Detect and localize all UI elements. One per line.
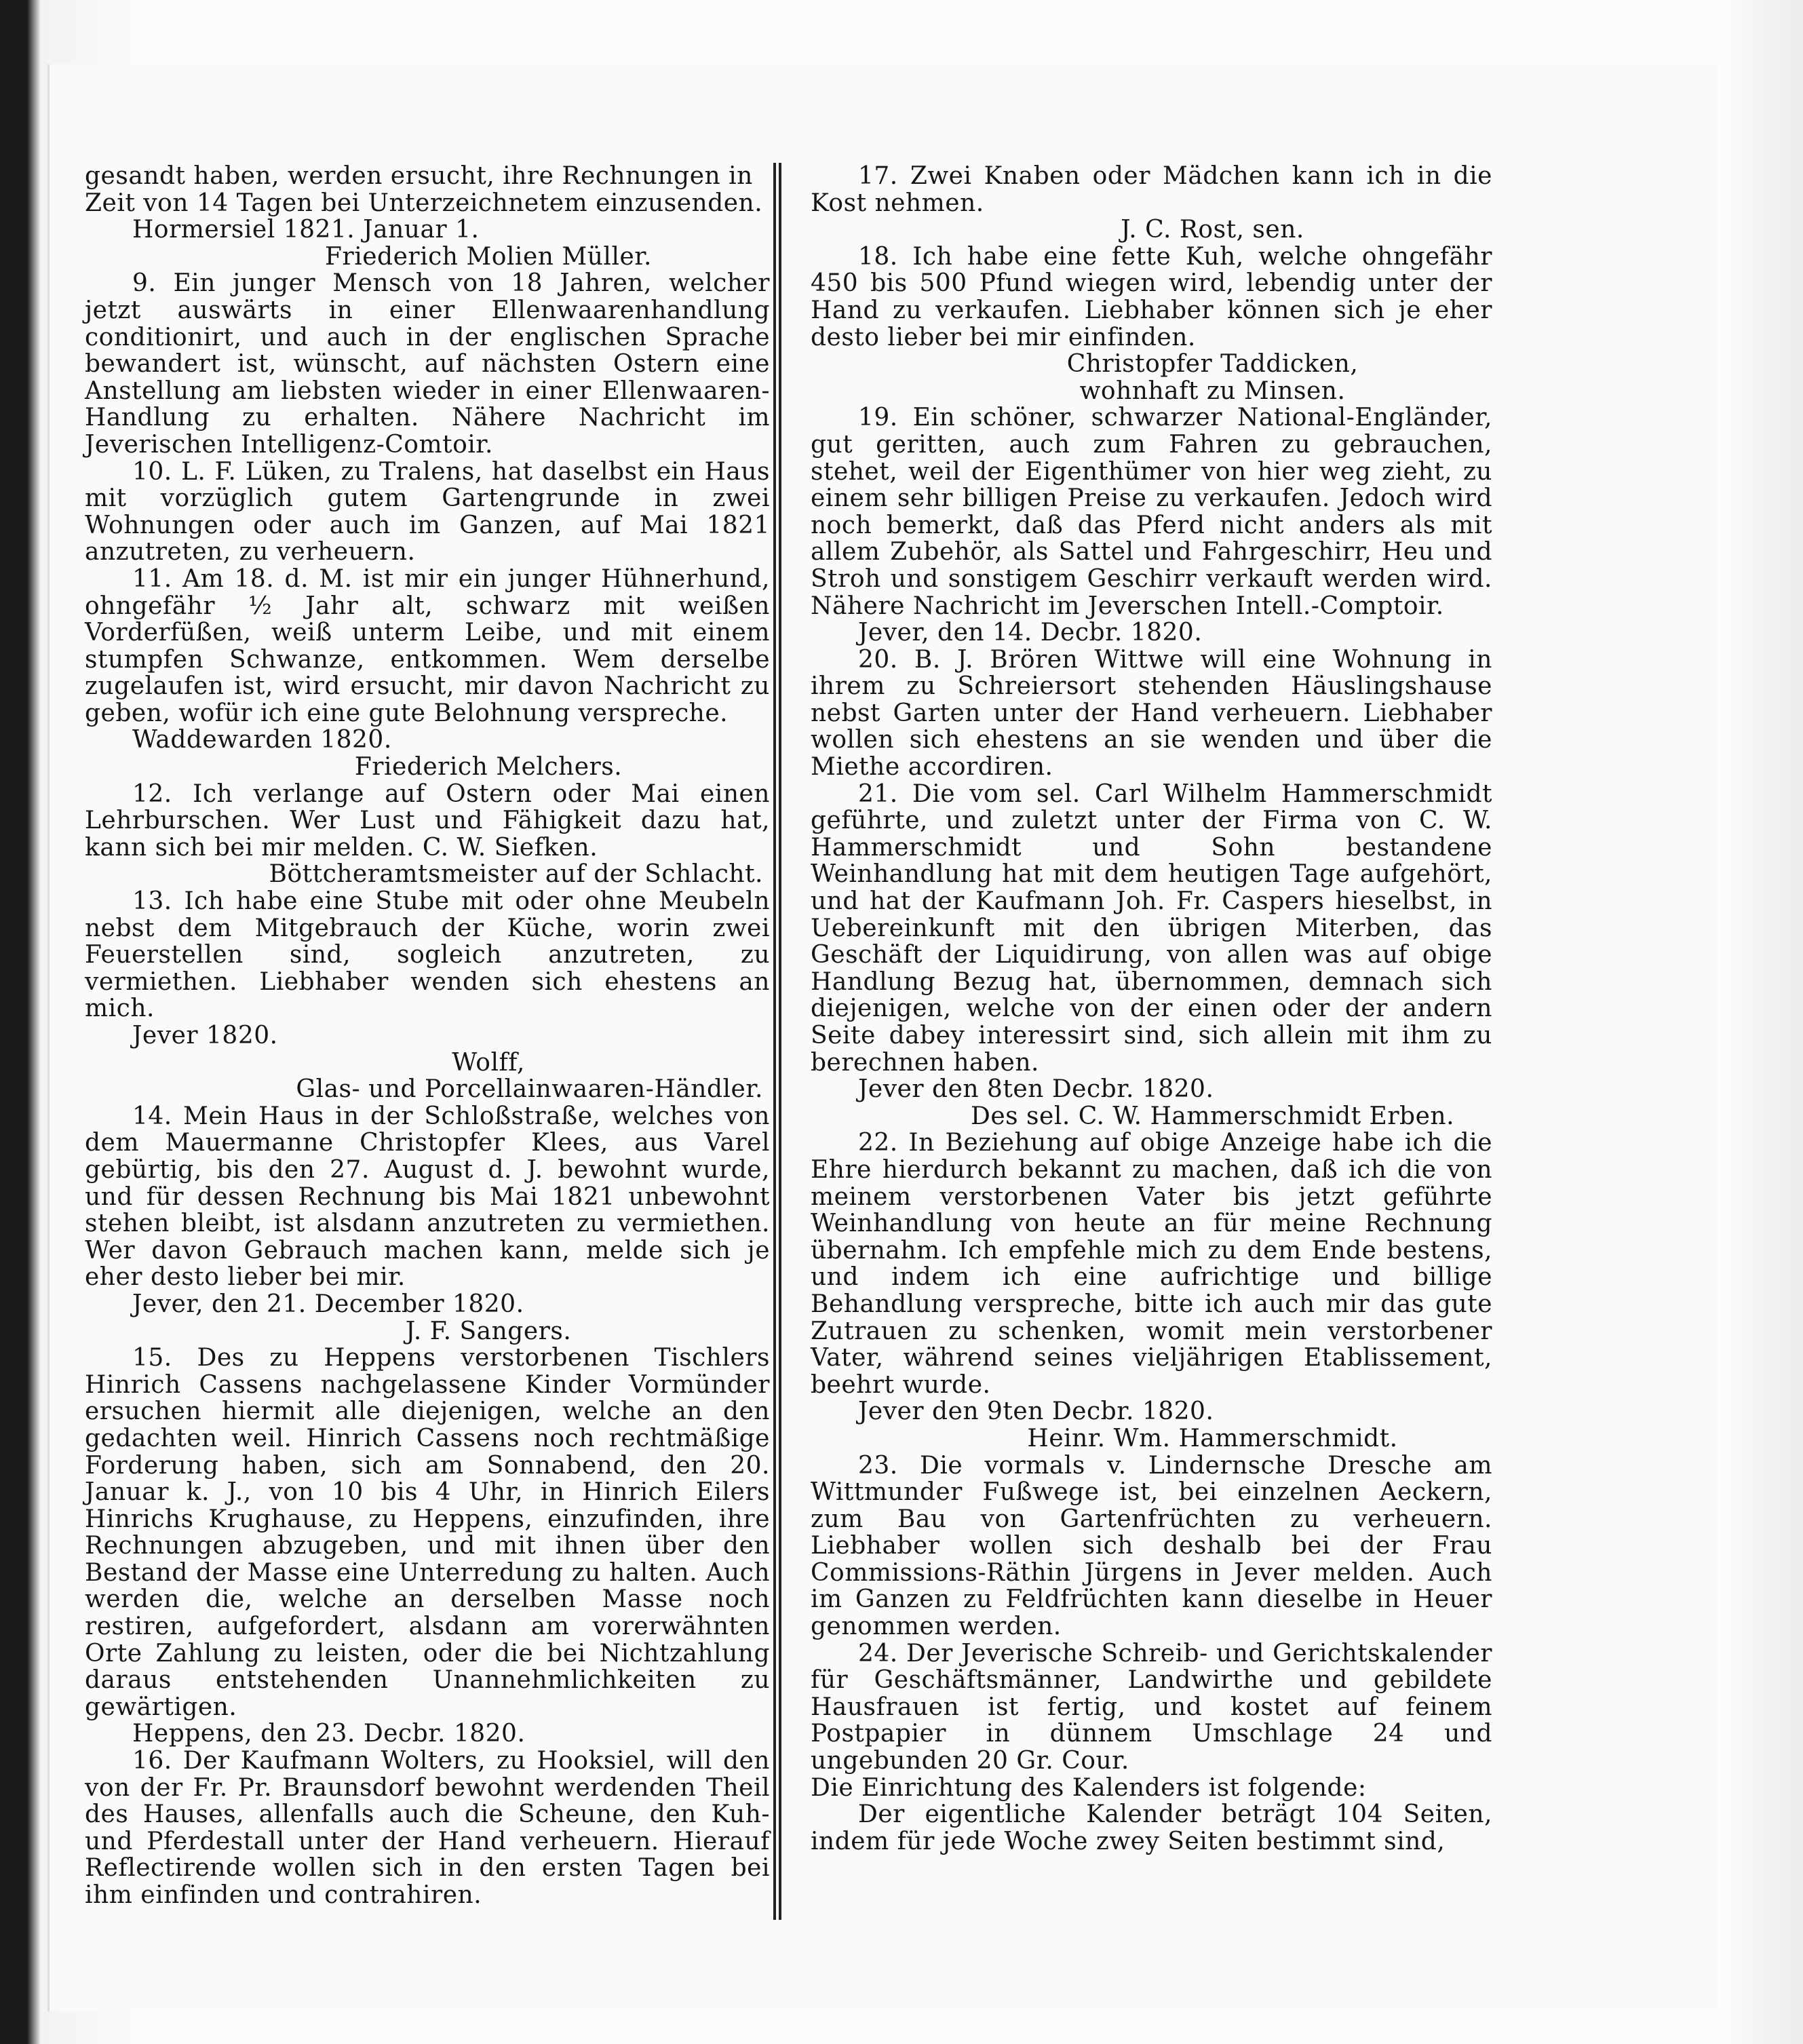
left-paragraph: 12. Ich verlange auf Ostern oder Mai einen Lehrburschen. Wer Lust und Fähigkeit dazu hat, kann sich bei mir melden. C. W. Siefken.: [85, 779, 770, 862]
left-paragraph: 15. Des zu Heppens verstorbenen Tischlers Hinrich Cassens nachgelassene Kinder Vormünder ersuchen hiermit alle diejenigen, welche an den gedachten weil. Hinrich Cassens noch rechtmäßige Forderung haben, sich am Sonnabend, den 20. Januar k. J., von 10 bis 4 Uhr, in Hinrich Eilers Hinrichs Krughause, zu Heppens, einzufinden, ihre Rechnungen abzugeben, und mit ihnen über den Bestand der Masse eine Unterredung zu halten. Auch werden die, welche an derselben Masse noch restiren, aufgefordert, alsdann am vorerwähnten Orte Zahlung zu leisten, oder die bei Nichtzahlung daraus entstehenden Unannehmlichkeiten zu gewärtigen.: [85, 1344, 770, 1721]
left-paragraph: 10. L. F. Lüken, zu Tralens, hat daselbst ein Haus mit vorzüglich gutem Gartengrunde in zwei Wohnungen oder auch im Ganzen, auf Mai 1821 anzutreten, zu verheuern.: [85, 457, 770, 566]
right-paragraph: 24. Der Jeverische Schreib- und Gerichtskalender für Geschäftsmänner, Landwirthe und gebildete Hausfrauen ist fertig, und kostet auf feinem Postpapier in dünnem Umschlage 24 und ungebunden 20 Gr. Cour.: [811, 1639, 1492, 1775]
page-edge: [1732, 0, 1803, 2044]
right-paragraph: Heinr. Wm. Hammerschmidt.: [1027, 1424, 1398, 1452]
left-column: [85, 163, 770, 1909]
right-paragraph: 20. B. J. Brören Wittwe will eine Wohnung in ihrem zu Schreiersort stehenden Häuslingshause nebst Garten unter der Hand verheuern. Liebhaber wollen sich ehestens an sie wenden und über die Miethe accordiren.: [811, 645, 1492, 782]
left-paragraph: Heppens, den 23. Decbr. 1820.: [132, 1720, 526, 1748]
left-paragraph: Hormersiel 1821. Januar 1.: [132, 216, 480, 244]
column-divider: [773, 163, 781, 1920]
left-paragraph: Böttcheramtsmeister auf der Schlacht.: [269, 860, 763, 889]
right-paragraph: 22. In Beziehung auf obige Anzeige habe ich die Ehre hierdurch bekannt zu machen, daß ich die von meinem verstorbenen Vater bis jetzt geführte Weinhandlung von heute an für meine Rechnung übernahm. Ich empfehle mich zu dem Ende bestens, und indem ich eine aufrichtige und billige Behandlung verspreche, bitte ich auch mir das gute Zutrauen zu schenken, womit mein verstorbener Vater, während seines vieljährigen Etablissement, beehrt wurde.: [811, 1129, 1492, 1399]
right-paragraph: Jever, den 14. Decbr. 1820.: [858, 619, 1203, 647]
left-paragraph: 11. Am 18. d. M. ist mir ein junger Hühnerhund, ohngefähr ½ Jahr alt, schwarz mit weißen Vorderfüßen, weiß unterm Leibe, und mit einem stumpfen Schwanze, entkommen. Wem derselbe zugelaufen ist, wird ersucht, mir davon Nachricht zu geben, wofür ich eine gute Belohnung verspreche.: [85, 564, 770, 727]
left-paragraph: gesandt haben, werden ersucht, ihre Rechnungen in Zeit von 14 Tagen bei Unterzeichnetem einzusenden.: [85, 162, 763, 217]
right-paragraph: 23. Die vormals v. Lindernsche Dresche am Wittmunder Fußwege ist, bei einzelnen Aeckern, zum Bau von Gartenfrüchten zu verheuern. Liebhaber wollen sich deshalb bei der Frau Commissions-Räthin Jürgens in Jever melden. Auch im Ganzen zu Feldfrüchten kann dieselbe in Heuer genommen werden.: [811, 1451, 1492, 1641]
left-paragraph: Friederich Molien Müller.: [325, 242, 652, 271]
right-paragraph: 21. Die vom sel. Carl Wilhelm Hammerschmidt geführte, und zuletzt unter der Firma von C. W. Hammerschmidt und Sohn bestandene Weinhandlung hat mit dem heutigen Tage aufgehört, und hat der Kaufmann Joh. Fr. Caspers hieselbst, in Uebereinkunft mit den übrigen Miterben, das Geschäft der Liquidirung, von allen was auf obige Handlung Bezug hat, übernommen, demnach sich diejenigen, welche von der einen oder der andern Seite dabey interessirt sind, sich allein mit ihm zu berechnen haben.: [811, 779, 1492, 1077]
right-paragraph: Die Einrichtung des Kalenders ist folgende:: [811, 1773, 1367, 1802]
left-paragraph: Waddewarden 1820.: [132, 726, 392, 754]
left-paragraph: Jever, den 21. December 1820.: [132, 1290, 524, 1318]
right-paragraph: Christopfer Taddicken,: [1066, 350, 1359, 379]
right-paragraph: Jever den 9ten Decbr. 1820.: [858, 1397, 1214, 1426]
left-paragraph: 13. Ich habe eine Stube mit oder ohne Meubeln nebst dem Mitgebrauch der Küche, worin zwei Feuerstellen sind, sogleich anzutreten, zu vermiethen. Liebhaber wenden sich ehestens an mich.: [85, 887, 770, 1023]
left-paragraph: Friederich Melchers.: [354, 753, 623, 782]
left-paragraph: 9. Ein junger Mensch von 18 Jahren, welcher jetzt auswärts in einer Ellenwaarenhandlung conditionirt, und auch in der englischen Sprache bewandert ist, wünscht, auf nächsten Ostern eine Anstellung am liebsten wieder in einer Ellenwaaren-Handlung zu erhalten. Nähere Nachricht im Jeverischen Intelligenz-Comtoir.: [85, 269, 770, 459]
right-paragraph: Der eigentliche Kalender beträgt 104 Seiten, indem für jede Woche zwey Seiten bestimmt sind,: [811, 1800, 1492, 1855]
left-paragraph: Glas- und Porcellainwaaren-Händler.: [296, 1075, 763, 1104]
left-paragraph: Jever 1820.: [132, 1022, 278, 1049]
right-paragraph: J. C. Rost, sen.: [1121, 216, 1304, 244]
left-paragraph: Wolff,: [452, 1048, 525, 1077]
left-paragraph: 14. Mein Haus in der Schloßstraße, welches von dem Mauermanne Christopfer Klees, aus Varel gebürtig, bis den 27. August d. J. bewohnt wurde, und für dessen Rechnung bis Mai 1821 unbewohnt stehen bleibt, ist alsdann anzutreten zu vermiethen. Wer davon Gebrauch machen kann, melde sich je eher desto lieber bei mir.: [85, 1102, 770, 1292]
right-paragraph: Jever den 8ten Decbr. 1820.: [858, 1075, 1214, 1104]
right-paragraph: wohnhaft zu Minsen.: [1079, 377, 1346, 405]
right-paragraph: 18. Ich habe eine fette Kuh, welche ohngefähr 450 bis 500 Pfund wiegen wird, lebendig unter der Hand zu verkaufen. Liebhaber können sich je eher desto lieber bei mir einfinden.: [811, 242, 1492, 351]
right-paragraph: 17. Zwei Knaben oder Mädchen kann ich in die Kost nehmen.: [811, 162, 1492, 217]
right-paragraph: Des sel. C. W. Hammerschmidt Erben.: [970, 1102, 1455, 1130]
right-column: [811, 163, 1492, 1855]
right-paragraph: 19. Ein schöner, schwarzer National-Engländer, gut geritten, auch zum Fahren zu gebrauchen, stehet, weil der Eigenthümer von hier weg zieht, zu einem sehr billigen Preise zu verkaufen. Jedoch wird noch bemerkt, daß das Pferd nicht anders als mit allem Zubehör, als Sattel und Fahrgeschirr, Heu und Stroh und sonstigem Geschirr verkauft werden wird. Nähere Nachricht im Jeverschen Intell.-Comptoir.: [811, 404, 1492, 620]
left-paragraph: J. F. Sangers.: [405, 1317, 572, 1345]
left-paragraph: 16. Der Kaufmann Wolters, zu Hooksiel, will den von der Fr. Pr. Braunsdorf bewohnt werdenden Theil des Hauses, allenfalls auch die Scheune, den Kuh- und Pferdestall unter der Hand verheuern. Hierauf Reflectirende wollen sich in den ersten Tagen bei ihm einfinden und contrahiren.: [85, 1747, 770, 1909]
